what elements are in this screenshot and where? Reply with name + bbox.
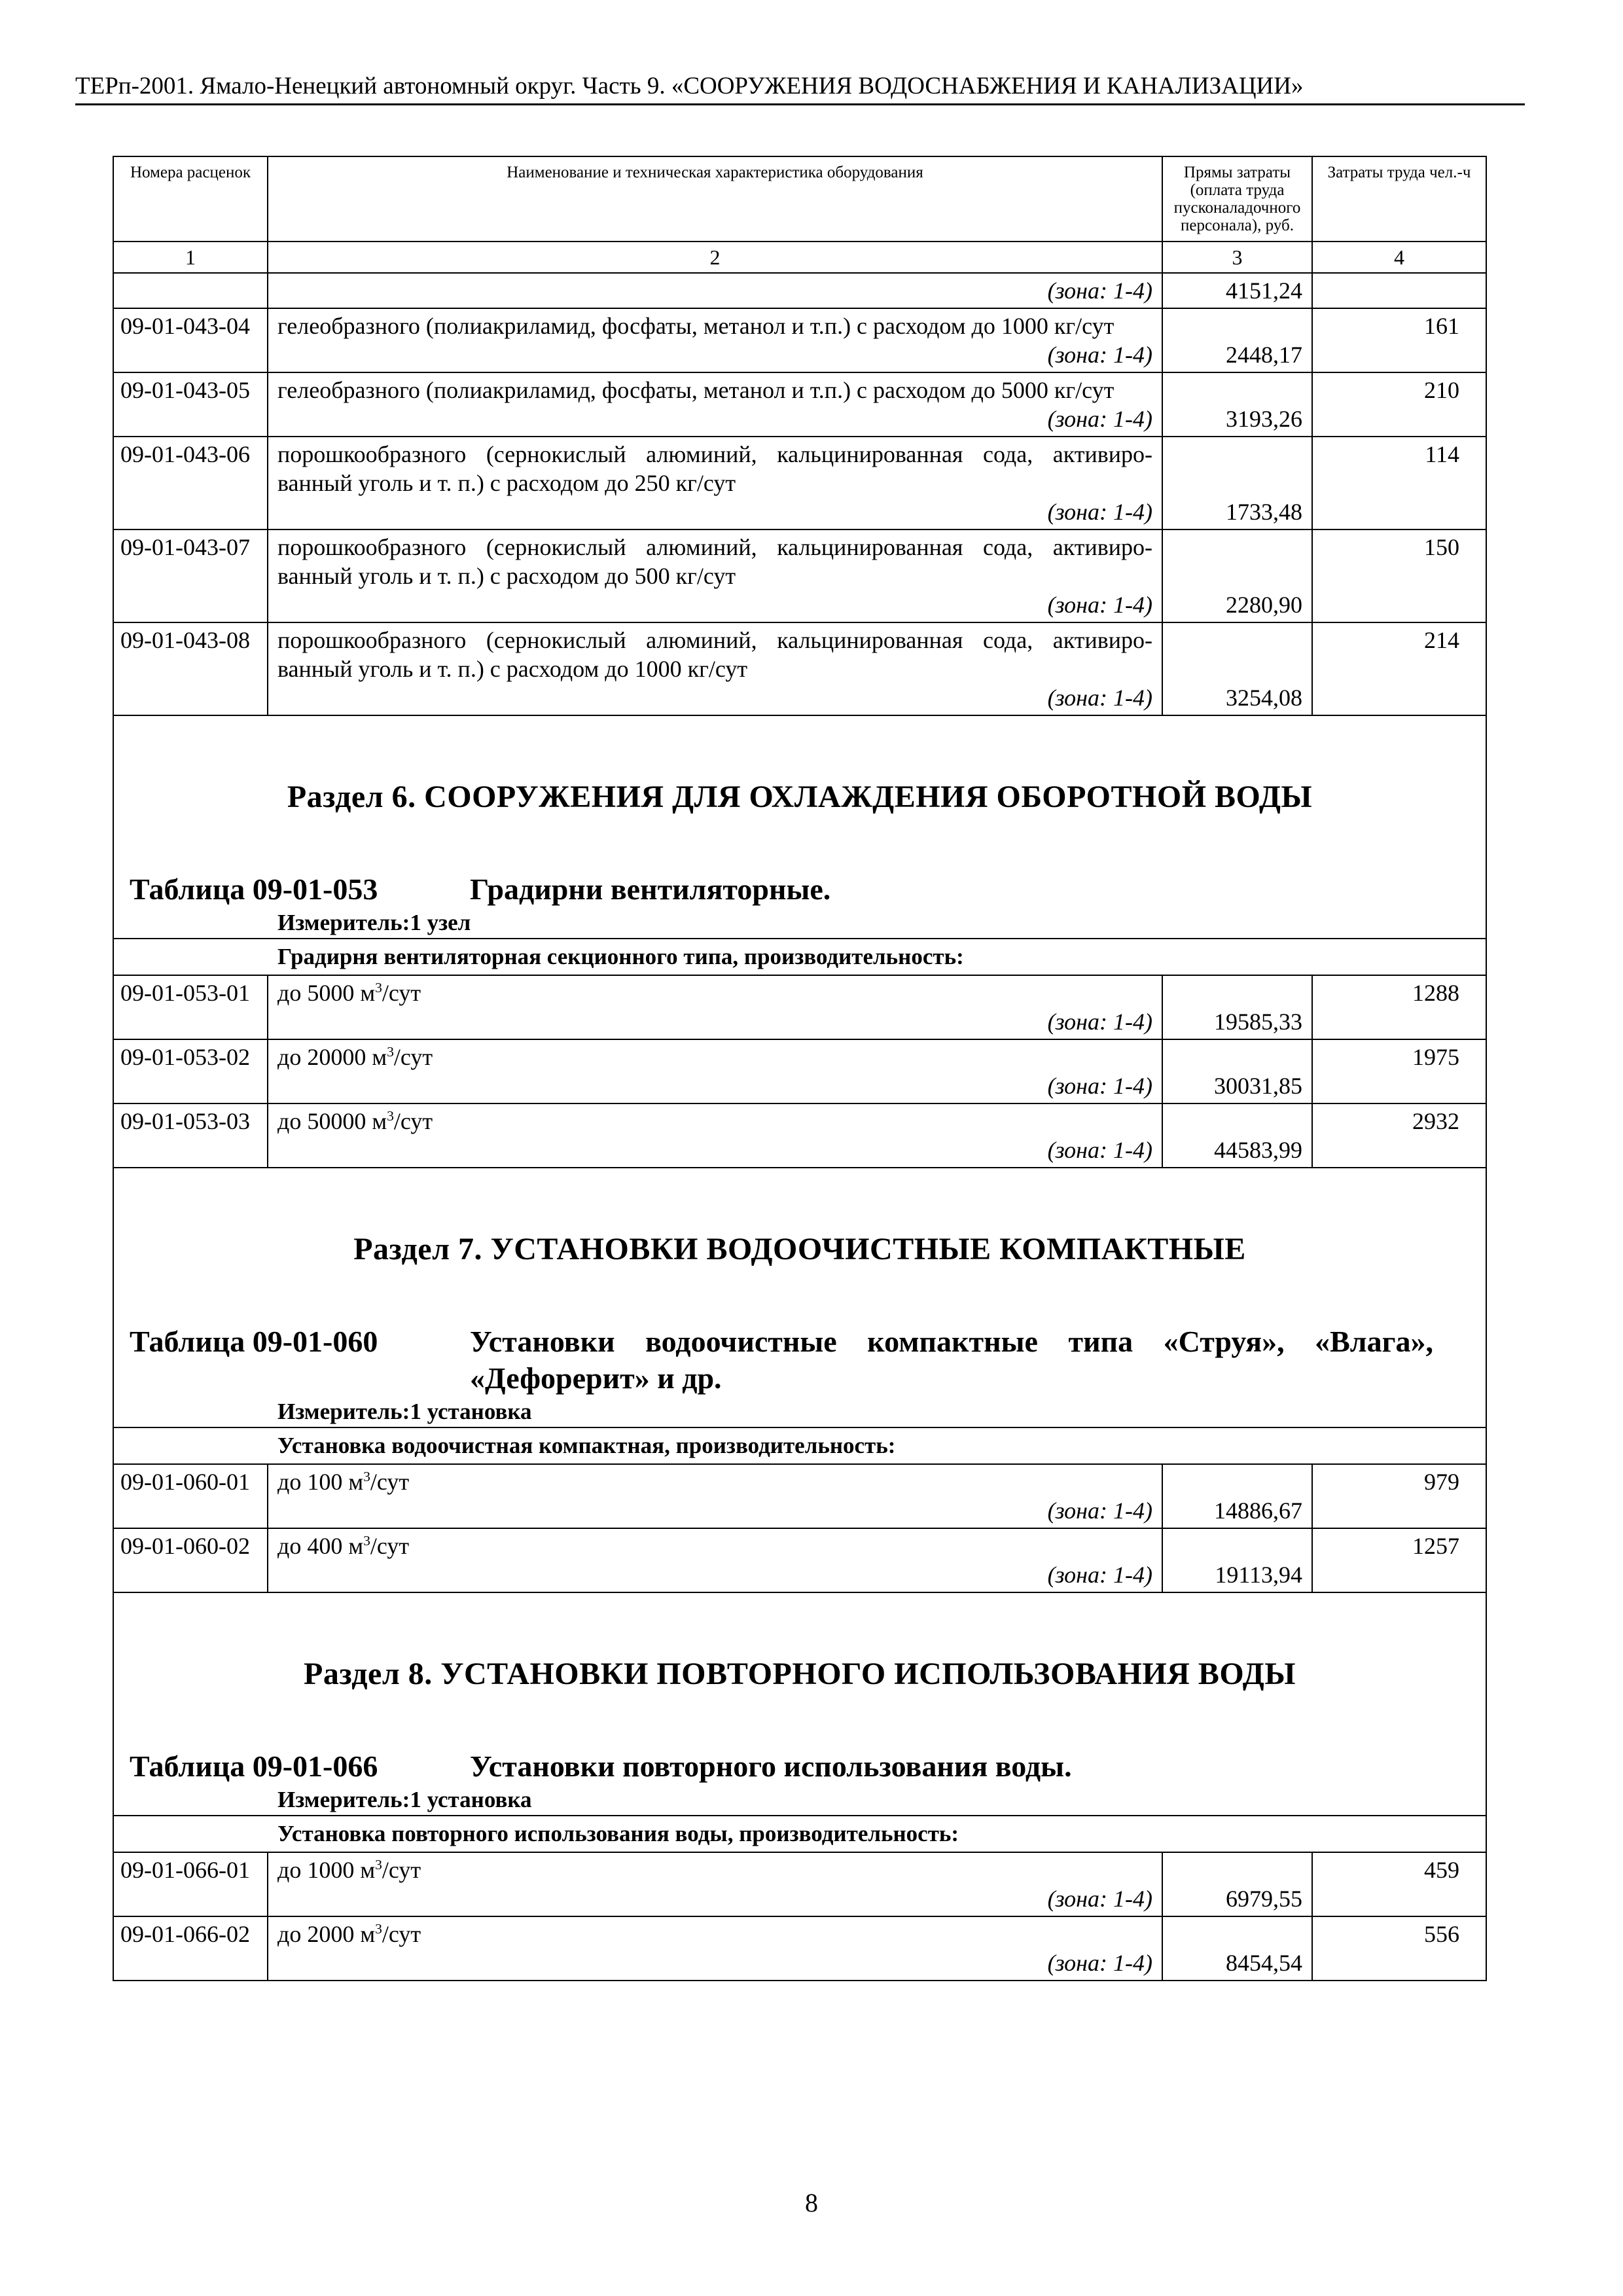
meter-label: Измеритель:1 установка bbox=[277, 1787, 532, 1812]
section-block bbox=[113, 715, 1486, 939]
meter-label: Измеритель:1 установка bbox=[277, 1399, 532, 1424]
table-row bbox=[113, 1916, 1486, 1981]
zone-label: (зона: 1-4) bbox=[1047, 278, 1152, 304]
group-row bbox=[113, 1427, 1486, 1464]
price-cell: 3254,08 bbox=[1162, 622, 1312, 715]
col-header-name: Наименование и техническая характеристика оборудования bbox=[268, 156, 1162, 242]
rate-description: гелеобразного (полиакриламид, фосфаты, метанол и т.п.) с расходом до 1000 кг/сут bbox=[277, 313, 1115, 339]
section-block bbox=[113, 1592, 1486, 1816]
group-row bbox=[113, 1816, 1486, 1852]
meter-label: Измеритель:1 узел bbox=[277, 910, 471, 935]
labor-cell: 214 bbox=[1312, 622, 1486, 715]
section-title: Раздел 6. СООРУЖЕНИЯ ДЛЯ ОХЛАЖДЕНИЯ ОБОРОТНОЙ ВОДЫ bbox=[287, 780, 1313, 814]
rate-code: 09-01-060-02 bbox=[113, 1528, 268, 1592]
zone-label: (зона: 1-4) bbox=[1047, 592, 1152, 618]
zone-label: (зона: 1-4) bbox=[1047, 685, 1152, 711]
zone-label: (зона: 1-4) bbox=[1047, 1562, 1152, 1588]
rate-code: 09-01-053-03 bbox=[113, 1103, 268, 1168]
rate-code: 09-01-043-05 bbox=[113, 372, 268, 437]
rate-code: 09-01-043-06 bbox=[113, 437, 268, 529]
rates-table bbox=[113, 156, 1487, 1981]
zone-label: (зона: 1-4) bbox=[1047, 499, 1152, 525]
table-row bbox=[113, 1103, 1486, 1168]
table-number: Таблица 09-01-066 bbox=[130, 1749, 378, 1783]
price-cell: 4151,24 bbox=[1162, 273, 1312, 308]
labor-cell: 2932 bbox=[1312, 1103, 1486, 1168]
table-row bbox=[113, 975, 1486, 1039]
zone-label: (зона: 1-4) bbox=[1047, 1137, 1152, 1163]
price-cell: 6979,55 bbox=[1162, 1852, 1312, 1916]
column-number-row bbox=[113, 242, 1486, 273]
price-cell: 2448,17 bbox=[1162, 308, 1312, 372]
labor-cell: 459 bbox=[1312, 1852, 1486, 1916]
labor-cell: 556 bbox=[1312, 1916, 1486, 1981]
table-caption bbox=[114, 1748, 1486, 1785]
col-header-labor: Затраты труда чел.-ч bbox=[1312, 156, 1486, 242]
column-header-row bbox=[113, 156, 1486, 242]
table-title: Установки повторного использования воды. bbox=[470, 1749, 1072, 1783]
section-title: Раздел 7. УСТАНОВКИ ВОДООЧИСТНЫЕ КОМПАКТНЫЕ bbox=[353, 1232, 1246, 1266]
col-number: 2 bbox=[268, 242, 1162, 273]
labor-cell: 979 bbox=[1312, 1464, 1486, 1528]
price-cell: 44583,99 bbox=[1162, 1103, 1312, 1168]
group-heading: Установка повторного использования воды, производительность: bbox=[113, 1816, 1486, 1852]
rate-code: 09-01-043-07 bbox=[113, 529, 268, 622]
table-row bbox=[113, 622, 1486, 715]
price-cell: 14886,67 bbox=[1162, 1464, 1312, 1528]
table-row bbox=[113, 372, 1486, 437]
col-number: 3 bbox=[1162, 242, 1312, 273]
col-number: 4 bbox=[1312, 242, 1486, 273]
table-row bbox=[113, 308, 1486, 372]
table-row bbox=[113, 1528, 1486, 1592]
table-row bbox=[113, 529, 1486, 622]
rate-code: 09-01-066-02 bbox=[113, 1916, 268, 1981]
zone-label: (зона: 1-4) bbox=[1047, 1009, 1152, 1035]
rate-description: до 1000 $м^3$/сут bbox=[277, 1857, 421, 1883]
zone-label: (зона: 1-4) bbox=[1047, 1886, 1152, 1912]
page-number: 8 bbox=[805, 2188, 818, 2217]
rate-code: 09-01-053-02 bbox=[113, 1039, 268, 1103]
price-cell: 30031,85 bbox=[1162, 1039, 1312, 1103]
rate-code: 09-01-043-08 bbox=[113, 622, 268, 715]
labor-cell: 210 bbox=[1312, 372, 1486, 437]
table-number: Таблица 09-01-053 bbox=[130, 872, 378, 906]
labor-cell: 1257 bbox=[1312, 1528, 1486, 1592]
table-title: Градирни вентиляторные. bbox=[470, 872, 831, 906]
zone-label: (зона: 1-4) bbox=[1047, 342, 1152, 368]
table-row bbox=[113, 437, 1486, 529]
rate-description: до 50000 $м^3$/сут bbox=[277, 1108, 433, 1134]
labor-cell: 114 bbox=[1312, 437, 1486, 529]
table-number: Таблица 09-01-060 bbox=[130, 1325, 378, 1358]
labor-cell: 161 bbox=[1312, 308, 1486, 372]
price-cell: 2280,90 bbox=[1162, 529, 1312, 622]
labor-cell: 1288 bbox=[1312, 975, 1486, 1039]
zone-label: (зона: 1-4) bbox=[1047, 1498, 1152, 1524]
table-row bbox=[113, 1464, 1486, 1528]
rate-description: до 20000 $м^3$/сут bbox=[277, 1044, 433, 1070]
table-caption bbox=[114, 871, 1486, 908]
zone-label: (зона: 1-4) bbox=[1047, 406, 1152, 432]
rate-code: 09-01-053-01 bbox=[113, 975, 268, 1039]
section-block bbox=[113, 1168, 1486, 1427]
col-header-cost: Прямы затраты (оплата труда пусконаладочного персонала), руб. bbox=[1162, 156, 1312, 242]
rate-description: гелеобразного (полиакриламид, фосфаты, метанол и т.п.) с расходом до 5000 кг/сут bbox=[277, 377, 1115, 403]
rate-description: до 100 $м^3$/сут bbox=[277, 1469, 410, 1495]
rate-description: до 5000 $м^3$/сут bbox=[277, 980, 421, 1006]
rate-description: до 400 $м^3$/сут bbox=[277, 1533, 410, 1559]
section-title: Раздел 8. УСТАНОВКИ ПОВТОРНОГО ИСПОЛЬЗОВАНИЯ ВОДЫ bbox=[304, 1657, 1296, 1691]
group-heading: Градирня вентиляторная секционного типа, производительность: bbox=[113, 939, 1486, 975]
rate-code: 09-01-060-01 bbox=[113, 1464, 268, 1528]
rate-description: порошкообразного (сернокислый алюминий, кальцинированная сода, активиро-ванный уголь и т. п.) с расходом до 1000 кг/сут bbox=[277, 627, 1152, 682]
zone-label: (зона: 1-4) bbox=[1047, 1073, 1152, 1099]
rate-code: 09-01-043-04 bbox=[113, 308, 268, 372]
labor-cell: 150 bbox=[1312, 529, 1486, 622]
col-number: 1 bbox=[113, 242, 268, 273]
running-header: ТЕРп-2001. Ямало-Ненецкий автономный округ. Часть 9. «СООРУЖЕНИЯ ВОДОСНАБЖЕНИЯ И КАНАЛИЗАЦИИ» bbox=[75, 71, 1525, 105]
group-row bbox=[113, 939, 1486, 975]
price-cell: 19585,33 bbox=[1162, 975, 1312, 1039]
table-title: Установки водоочистные компактные типа «Струя», «Влага», «Дефорерит» и др. bbox=[470, 1325, 1433, 1395]
zone-label: (зона: 1-4) bbox=[1047, 1950, 1152, 1976]
col-header-codes: Номера расценок bbox=[113, 156, 268, 242]
price-cell: 8454,54 bbox=[1162, 1916, 1312, 1981]
rate-description: до 2000 $м^3$/сут bbox=[277, 1921, 421, 1947]
rate-description: порошкообразного (сернокислый алюминий, кальцинированная сода, активиро-ванный уголь и т. п.) с расходом до 250 кг/сут bbox=[277, 441, 1152, 496]
labor-cell: 1975 bbox=[1312, 1039, 1486, 1103]
price-cell: 1733,48 bbox=[1162, 437, 1312, 529]
price-cell: 19113,94 bbox=[1162, 1528, 1312, 1592]
group-heading: Установка водоочистная компактная, производительность: bbox=[113, 1427, 1486, 1464]
price-cell: 3193,26 bbox=[1162, 372, 1312, 437]
table-row bbox=[113, 273, 1486, 308]
table-row bbox=[113, 1852, 1486, 1916]
table-row bbox=[113, 1039, 1486, 1103]
table-caption bbox=[114, 1323, 1486, 1397]
rate-code: 09-01-066-01 bbox=[113, 1852, 268, 1916]
rate-description: порошкообразного (сернокислый алюминий, кальцинированная сода, активиро-ванный уголь и т. п.) с расходом до 500 кг/сут bbox=[277, 534, 1152, 589]
